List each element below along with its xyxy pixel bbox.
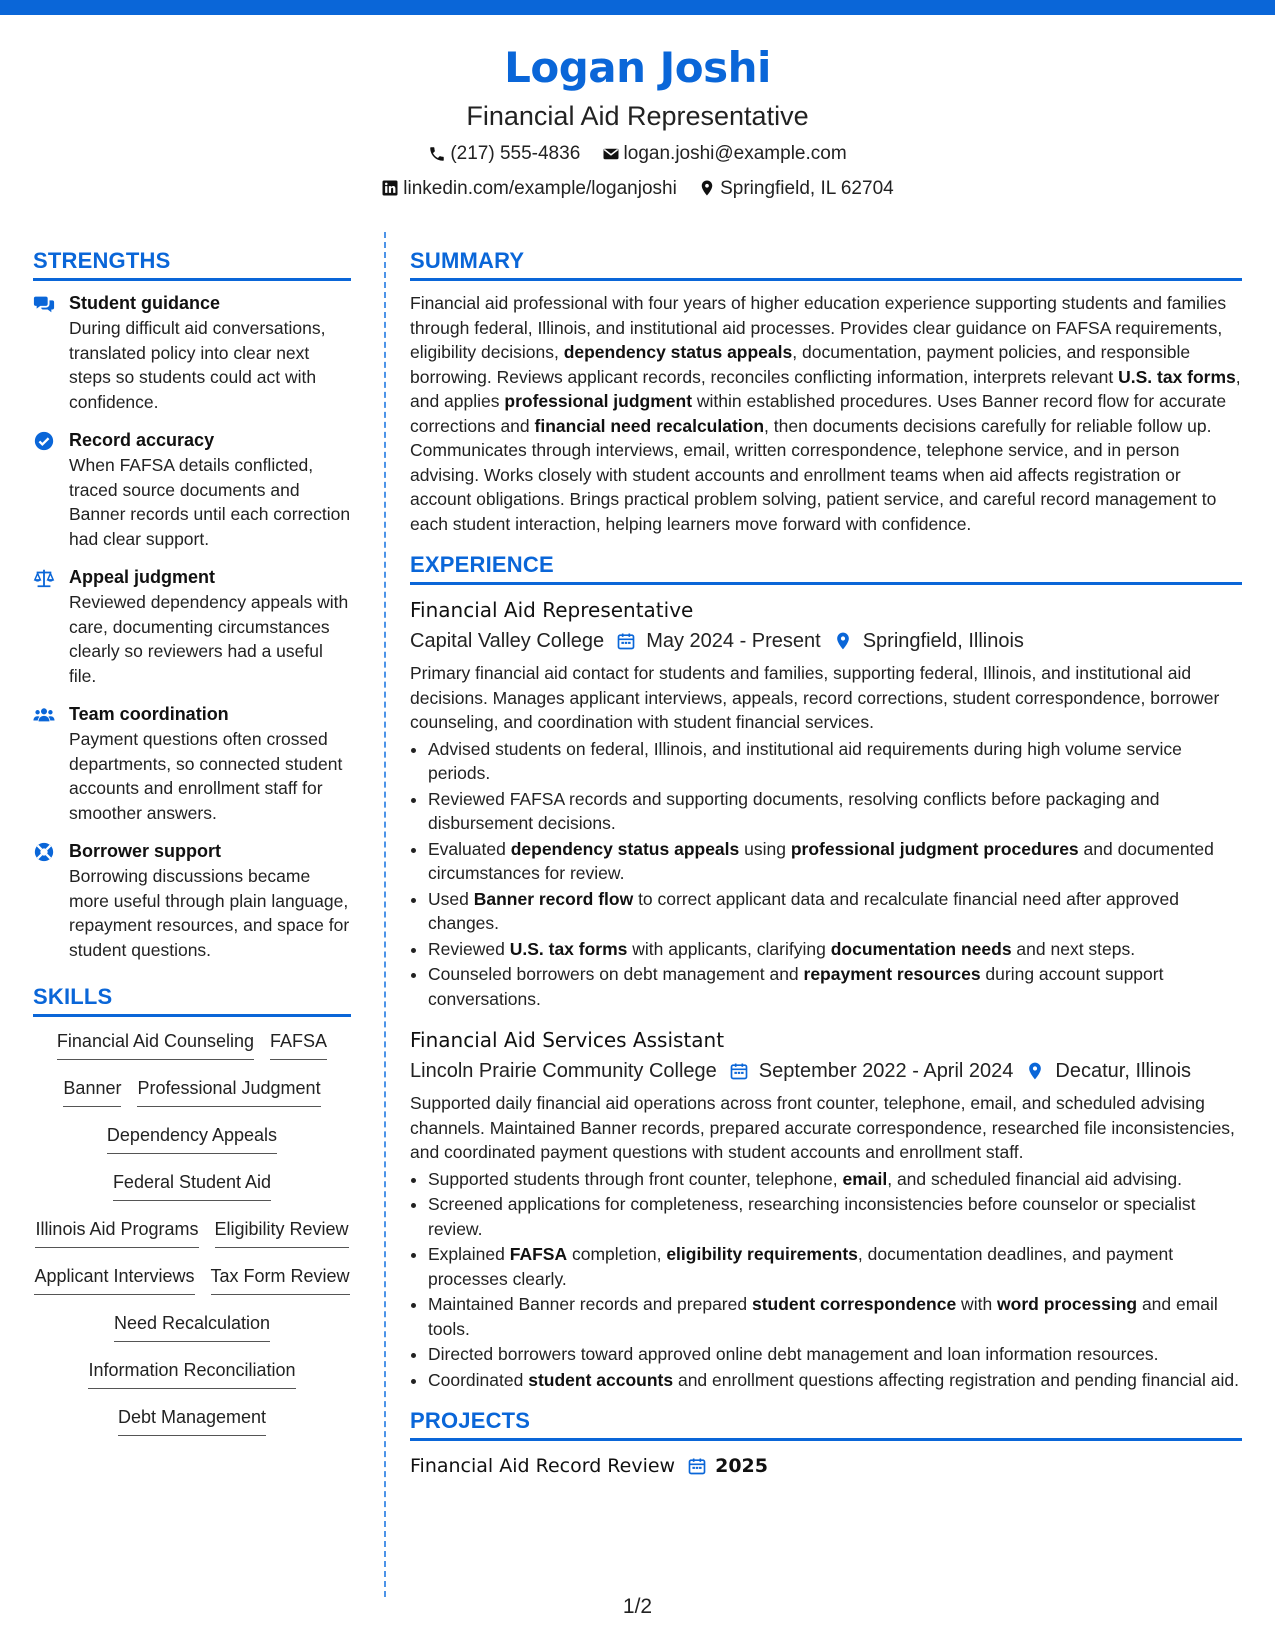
contact-linkedin[interactable] bbox=[381, 173, 677, 204]
skill-tag: FAFSA bbox=[270, 1027, 327, 1060]
skills-heading: SKILLS bbox=[33, 982, 351, 1017]
skill-tag: Illinois Aid Programs bbox=[35, 1215, 198, 1248]
strength-item bbox=[33, 702, 351, 825]
skill-tag: Information Reconciliation bbox=[88, 1356, 295, 1389]
list-item: • Advised students on federal, Illinois, and institutional aid requirements during high volume service periods. bbox=[428, 737, 1242, 786]
skill-tag: Tax Form Review bbox=[211, 1262, 350, 1295]
job-company: Lincoln Prairie Community College bbox=[410, 1060, 717, 1082]
strength-item bbox=[33, 291, 351, 414]
project-title: Financial Aid Record Review bbox=[410, 1455, 676, 1477]
bold-phrase: dependency status appeals bbox=[510, 838, 740, 859]
skill-tag: Need Recalculation bbox=[114, 1309, 270, 1342]
job-title: Financial Aid Representative bbox=[410, 598, 694, 622]
bold-phrase: U.S. tax forms bbox=[509, 938, 628, 959]
project-item bbox=[410, 1451, 1242, 1481]
page-number: 1/2 bbox=[622, 1595, 653, 1618]
bold-phrase: email bbox=[842, 1168, 888, 1189]
skill-tag: Applicant Interviews bbox=[34, 1262, 194, 1295]
top-accent-bar bbox=[0, 0, 1275, 15]
scale-icon bbox=[33, 567, 55, 589]
strength-desc: Reviewed dependency appeals with care, documenting circumstances clearly so reviewers had a useful file. bbox=[69, 592, 349, 686]
skill-tag: Debt Management bbox=[118, 1403, 266, 1436]
job-description: Primary financial aid contact for students and families, supporting federal, Illinois, and institutional aid decisions. Manages applicant interviews, appeals, record corrections, student correspondence, borrower counseling, and coordination with student financial services. bbox=[410, 663, 1220, 732]
strength-title: Borrower support bbox=[69, 841, 222, 861]
strengths-heading: STRENGTHS bbox=[33, 246, 351, 281]
calendar-icon bbox=[616, 631, 636, 651]
list-item: • Explained FAFSA completion, eligibility requirements, documentation deadlines, and payment processes clearly. bbox=[428, 1242, 1242, 1291]
bold-phrase: FAFSA bbox=[509, 1244, 568, 1264]
map-pin-icon bbox=[833, 631, 853, 651]
strength-item bbox=[33, 565, 351, 688]
linkedin-icon bbox=[381, 179, 399, 197]
skill-tag: Eligibility Review bbox=[215, 1215, 349, 1248]
list-item: • Directed borrowers toward approved online debt management and loan information resources. bbox=[428, 1342, 1242, 1367]
job-meta bbox=[410, 625, 1242, 657]
bold-phrase: professional judgment procedures bbox=[790, 838, 1079, 859]
skill-tag: Federal Student Aid bbox=[113, 1168, 271, 1201]
job-location: Decatur, Illinois bbox=[1055, 1060, 1192, 1082]
job-title: Financial Aid Services Assistant bbox=[410, 1028, 725, 1052]
skill-tag: Dependency Appeals bbox=[107, 1121, 277, 1154]
calendar-icon bbox=[729, 1061, 749, 1081]
strength-title: Appeal judgment bbox=[69, 567, 216, 587]
check-circle-icon bbox=[33, 430, 55, 452]
job-dates: September 2022 - April 2024 bbox=[758, 1060, 1014, 1082]
bold-phrase: financial need recalculation bbox=[534, 415, 765, 436]
list-item: • Reviewed U.S. tax forms with applicants, clarifying documentation needs and next steps. bbox=[428, 937, 1242, 962]
envelope-icon bbox=[602, 145, 620, 163]
contact-email[interactable] bbox=[602, 138, 847, 169]
job-company: Capital Valley College bbox=[410, 630, 605, 652]
email-text: logan.joshi@example.com bbox=[623, 143, 847, 164]
column-divider bbox=[384, 232, 386, 1597]
resume-header bbox=[0, 38, 1275, 207]
projects-heading: PROJECTS bbox=[410, 1406, 1242, 1441]
job-meta bbox=[410, 1055, 1242, 1087]
list-item: • Reviewed FAFSA records and supporting documents, resolving conflicts before packaging and disbursement decisions. bbox=[428, 787, 1242, 836]
bold-phrase: repayment resources bbox=[803, 964, 981, 984]
bold-phrase: word processing bbox=[997, 1294, 1138, 1314]
list-item: • Screened applications for completeness, researching inconsistencies before counselor or specialist review. bbox=[428, 1192, 1242, 1241]
right-column bbox=[410, 246, 1242, 1481]
strengths-list bbox=[33, 291, 351, 962]
bold-phrase: professional judgment bbox=[504, 391, 693, 411]
list-item: • Counseled borrowers on debt management and repayment resources during account support conversations. bbox=[428, 962, 1242, 1011]
phone-icon bbox=[428, 145, 446, 163]
location-text: Springfield, IL 62704 bbox=[720, 177, 894, 199]
list-item: • Maintained Banner records and prepared student correspondence with word processing and email tools. bbox=[428, 1292, 1242, 1341]
strength-title: Student guidance bbox=[69, 293, 221, 313]
contact-location bbox=[698, 173, 894, 204]
skill-tag: Financial Aid Counseling bbox=[57, 1027, 254, 1060]
map-pin-icon bbox=[1025, 1061, 1045, 1081]
left-column bbox=[33, 246, 351, 1450]
contact-phone[interactable] bbox=[428, 138, 580, 169]
experience-heading: EXPERIENCE bbox=[410, 550, 1242, 585]
users-icon bbox=[33, 704, 55, 726]
bold-phrase: eligibility requirements bbox=[666, 1244, 858, 1264]
list-item: • Supported students through front counter, telephone, email, and scheduled financial aid advising. bbox=[428, 1167, 1242, 1192]
contact-line-1 bbox=[0, 138, 1275, 173]
bold-phrase: documentation needs bbox=[830, 938, 1012, 959]
lifebuoy-icon bbox=[33, 841, 55, 863]
skill-tag: Professional Judgment bbox=[137, 1074, 320, 1107]
job-location: Springfield, Illinois bbox=[862, 630, 1024, 652]
strength-title: Record accuracy bbox=[69, 430, 215, 450]
linkedin-text: linkedin.com/example/loganjoshi bbox=[403, 177, 677, 199]
bold-phrase: student accounts bbox=[528, 1369, 674, 1390]
skill-tag: Banner bbox=[63, 1074, 121, 1107]
strength-desc: Borrowing discussions became more useful through plain language, repayment resources, and space for student questions. bbox=[69, 866, 350, 960]
bold-phrase: U.S. tax forms bbox=[1118, 366, 1236, 387]
job-bullets bbox=[410, 737, 1242, 1012]
strength-desc: During difficult aid conversations, translated policy into clear next steps so students could act with confidence. bbox=[69, 318, 326, 412]
project-year: 2025 bbox=[715, 1455, 768, 1477]
summary-heading: SUMMARY bbox=[410, 246, 1242, 281]
list-item: • Evaluated dependency status appeals using professional judgment procedures and documented circumstances for review. bbox=[428, 837, 1242, 886]
strength-item bbox=[33, 839, 351, 962]
list-item: • Used Banner record flow to correct applicant data and recalculate financial need after approved changes. bbox=[428, 887, 1242, 936]
calendar-icon bbox=[687, 1456, 707, 1476]
strength-desc: When FAFSA details conflicted, traced source documents and Banner records until each correction had clear support. bbox=[69, 455, 351, 549]
bold-phrase: student correspondence bbox=[751, 1294, 957, 1314]
phone-text: (217) 555-4836 bbox=[450, 143, 581, 164]
strength-desc: Payment questions often crossed departments, so connected student accounts and enrollment staff for smoother answers. bbox=[69, 729, 343, 823]
job-bullets bbox=[410, 1167, 1242, 1393]
bold-phrase: dependency status appeals bbox=[563, 342, 793, 362]
bold-phrase: Banner record flow bbox=[473, 888, 634, 909]
candidate-title: Financial Aid Representative bbox=[466, 101, 809, 131]
map-pin-icon bbox=[698, 179, 716, 197]
strength-title: Team coordination bbox=[69, 704, 229, 724]
summary-text: Financial aid professional with four years of higher education experience supporting students and families through federal, Illinois, and institutional aid processes. Provides clear guidance on FAFSA requirements, eligibility decisions, dependency status appeals, documentation, payment policies, and responsible borrowing. Reviews applicant records, reconciles conflicting information, interprets relevant U.S. tax forms, and applies professional judgment within established procedures. Uses Banner record flow for accurate corrections and financial need recalculation, then documents decisions carefully for reliable follow up. Communicates through interviews, email, written correspondence, telephone service, and in person advising. Works closely with student accounts and enrollment teams when aid affects registration or account obligations. Brings practical problem solving, patient service, and careful record management to each student interaction, helping learners move forward with confidence. bbox=[410, 293, 1241, 534]
job-dates: May 2024 - Present bbox=[646, 630, 821, 652]
strength-item bbox=[33, 428, 351, 551]
contact-line-2 bbox=[0, 173, 1275, 208]
comments-icon bbox=[33, 293, 55, 315]
list-item: • Coordinated student accounts and enrollment questions affecting registration and pending financial aid. bbox=[428, 1368, 1242, 1393]
candidate-name: Logan Joshi bbox=[504, 43, 771, 92]
job-description: Supported daily financial aid operations across front counter, telephone, email, and scheduled advising channels. Maintained Banner records, prepared accurate correspondence, researched file inconsistencies, and coordinated payment questions with student accounts and enrollment staff. bbox=[410, 1093, 1235, 1162]
job-entry bbox=[410, 1025, 1242, 1392]
job-entry bbox=[410, 595, 1242, 1011]
skills-list bbox=[33, 1027, 351, 1450]
